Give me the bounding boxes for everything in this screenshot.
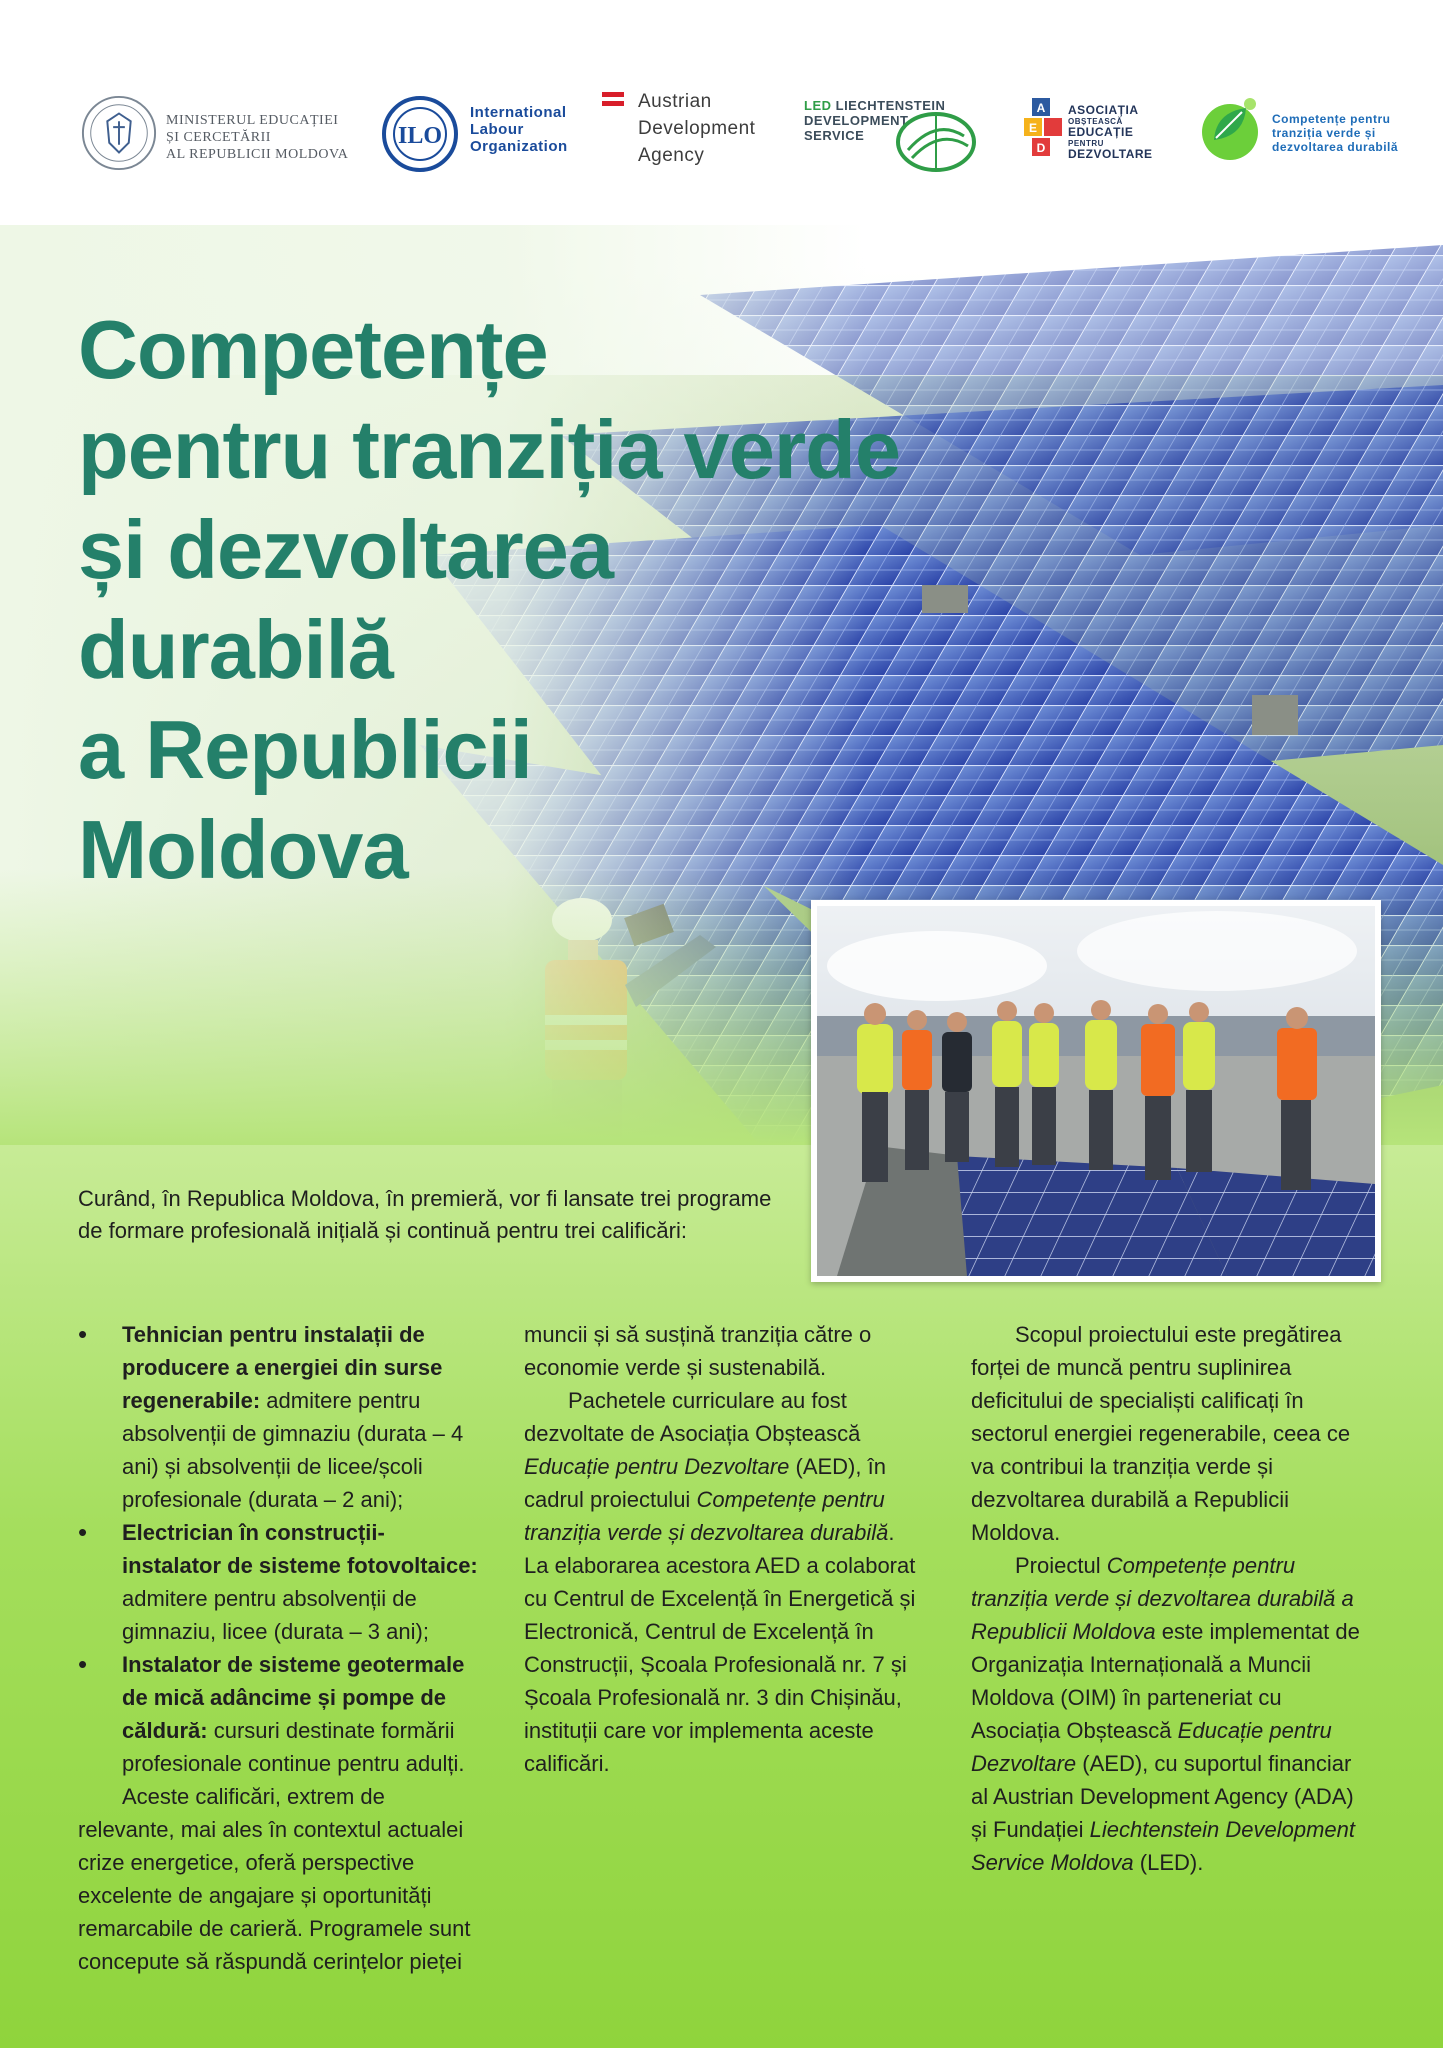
rooftop-training-image bbox=[817, 906, 1375, 1276]
title-line: și dezvoltarea bbox=[78, 503, 613, 596]
project-text: Proiectul bbox=[1015, 1553, 1107, 1578]
project-text: este implementat de Organizația Internațională a Muncii Moldova (OIM) în parteneriat cu Asociația Obștească bbox=[971, 1619, 1360, 1743]
title-line: durabilă bbox=[78, 603, 393, 696]
title-line: Moldova bbox=[78, 803, 408, 896]
qualifications-list bbox=[78, 1318, 483, 1780]
qualification-item bbox=[78, 1318, 483, 1516]
qualification-name: Tehnician pentru instalații de producere a energiei din surse regenerabile: bbox=[122, 1322, 443, 1413]
qualification-name: Electrician în construcții-instalator de sisteme fotovoltaice: bbox=[122, 1520, 478, 1578]
relevance-paragraph bbox=[78, 1780, 483, 1978]
qualification-desc: cursuri destinate formării profesionale continue pentru adulți. bbox=[122, 1718, 465, 1776]
aed-name-line: DEZVOLTARE bbox=[1068, 147, 1153, 161]
title-line: Competențe bbox=[78, 303, 548, 396]
relevance-paragraph-continued: muncii și să susțină tranziția către o economie verde și sustenabilă. bbox=[524, 1322, 872, 1380]
curricula-italic: Competențe pentru tranziția verde și dezvoltarea durabilă bbox=[524, 1487, 889, 1545]
text-column-1 bbox=[78, 1318, 483, 1978]
svg-text:ILO: ILO bbox=[397, 123, 443, 149]
partner-logos bbox=[0, 0, 1443, 200]
project-name-line: dezvoltarea durabilă bbox=[1272, 140, 1399, 154]
ministry-name-line: ȘI CERCETĂRII bbox=[166, 130, 271, 145]
austrian-flag-icon bbox=[602, 92, 624, 106]
project-name-line: tranziția verde și bbox=[1272, 126, 1376, 140]
ministry-name-line: AL REPUBLICII MOLDOVA bbox=[166, 147, 349, 162]
title-line: a Republicii bbox=[78, 703, 532, 796]
ministry-seal-icon bbox=[80, 94, 158, 172]
ilo-name-line: Organization bbox=[470, 138, 568, 155]
aed-blocks-icon bbox=[1024, 98, 1064, 156]
qualification-item bbox=[78, 1648, 483, 1780]
project-name-line: Competențe pentru bbox=[1272, 112, 1391, 126]
curricula-text: Pachetele curriculare au fost dezvoltate de Asociația Obștească bbox=[524, 1388, 861, 1446]
project-italic: Educație pentru Dezvoltare bbox=[971, 1718, 1332, 1776]
page-title bbox=[78, 300, 918, 900]
curricula-italic: Educație pentru Dezvoltare bbox=[524, 1454, 790, 1479]
led-name-line: DEVELOPMENT bbox=[804, 113, 909, 128]
svg-text:A: A bbox=[1036, 101, 1046, 115]
curricula-text: . La elaborarea acestora AED a colaborat cu Centrul de Excelență în Energetică și Electronică, Centrul de Excelență în Construcții, Școala Profesională nr. 7 și Școala Profesională nr. 3 din Chișinău, instituții care vor implementa aceste calificări. bbox=[524, 1520, 916, 1776]
ada-name-line: Development bbox=[638, 118, 756, 139]
ilo-emblem-icon bbox=[380, 94, 460, 174]
title-line: pentru tranziția verde bbox=[78, 403, 901, 496]
aed-name-line: OBȘTEASCĂ bbox=[1068, 117, 1123, 126]
text-column-3 bbox=[971, 1318, 1371, 1879]
led-globe-icon bbox=[894, 110, 978, 174]
ada-logo bbox=[602, 88, 782, 180]
ada-name-line: Austrian bbox=[638, 91, 712, 112]
qualification-item bbox=[78, 1516, 483, 1648]
aed-logo bbox=[1024, 88, 1174, 180]
ada-name-line: Agency bbox=[638, 145, 705, 166]
project-italic: Liechtenstein Development Service Moldova bbox=[971, 1817, 1356, 1875]
led-prefix: LED bbox=[804, 98, 832, 113]
project-logo bbox=[1194, 88, 1424, 180]
qualification-desc: admitere pentru absolvenții de gimnaziu (durata – 4 ani) și absolvenții de licee/școli profesionale (durata – 2 ani); bbox=[122, 1388, 464, 1512]
scope-paragraph: Scopul proiectului este pregătirea forței de muncă pentru suplinirea deficitului de specialiști calificați în sectorul energiei regenerabile, ceea ce va contribui la tranziția verde și dezvoltarea durabilă a Republicii Moldova. bbox=[971, 1322, 1351, 1545]
ilo-logo bbox=[380, 88, 580, 180]
led-name-line: SERVICE bbox=[804, 128, 865, 143]
project-text: (LED). bbox=[1133, 1850, 1204, 1875]
aed-name-line: ASOCIAȚIA bbox=[1068, 103, 1139, 117]
qualification-desc: admitere pentru absolvenții de gimnaziu, licee (durata – 3 ani); bbox=[122, 1586, 429, 1644]
ministry-logo bbox=[80, 88, 370, 180]
workers-group-photo bbox=[811, 900, 1381, 1282]
aed-name-line: PENTRU bbox=[1068, 139, 1104, 148]
curricula-paragraph bbox=[524, 1384, 924, 1780]
ministry-name-line: MINISTERUL EDUCAȚIEI bbox=[166, 113, 339, 128]
qualification-name: Instalator de sisteme geotermale de mică adâncime și pompe de căldură: bbox=[122, 1652, 465, 1743]
ilo-name-line: Labour bbox=[470, 121, 524, 138]
ilo-name-line: International bbox=[470, 104, 567, 121]
project-italic: Competențe pentru tranziția verde și dezvoltarea durabilă a Republicii Moldova bbox=[971, 1553, 1354, 1644]
led-name-line: LIECHTENSTEIN bbox=[835, 98, 946, 113]
svg-text:D: D bbox=[1036, 141, 1046, 155]
curricula-text: (AED), în cadrul proiectului bbox=[524, 1454, 886, 1512]
project-paragraph bbox=[971, 1549, 1371, 1879]
aed-name-line: EDUCAȚIE bbox=[1068, 125, 1134, 139]
svg-text:E: E bbox=[1028, 121, 1038, 135]
project-text: (AED), cu suportul financiar al Austrian Development Agency (ADA) și Fundației bbox=[971, 1751, 1354, 1842]
relevance-text: Aceste calificări, extrem de relevante, mai ales în contextul actualei crize energetice, oferă perspective excelente de angajare și oportunități remarcabile de carieră. Programele sunt concepute să răspundă cerințelor pieței bbox=[78, 1784, 471, 1974]
led-logo bbox=[804, 88, 984, 180]
green-leaf-icon bbox=[1194, 92, 1266, 164]
intro-paragraph: Curând, în Republica Moldova, în premieră, vor fi lansate trei programe de formare profesională inițială și continuă pentru trei calificări: bbox=[78, 1186, 772, 1243]
text-column-2 bbox=[524, 1318, 924, 1780]
